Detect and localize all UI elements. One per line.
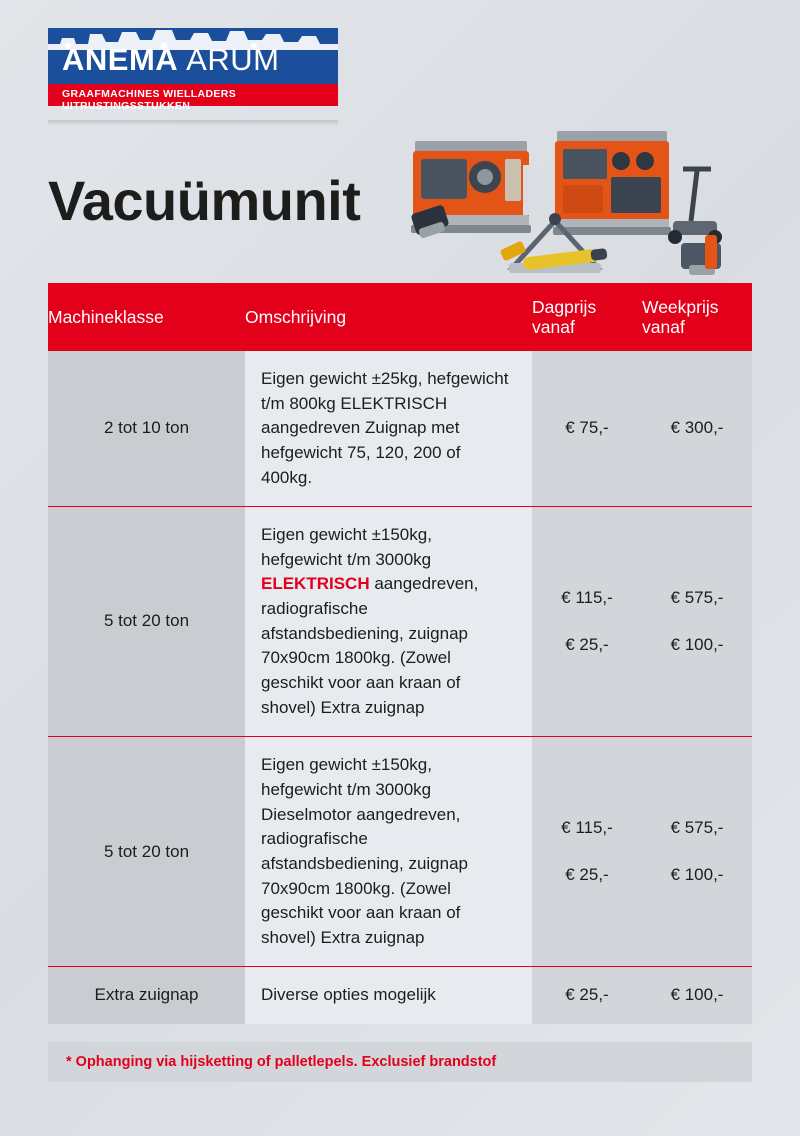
dayprice-primary: € 115,-	[561, 818, 613, 838]
dayprice-primary: € 25,-	[565, 985, 609, 1005]
weekprice-secondary: € 100,-	[670, 864, 724, 884]
cell-description	[245, 737, 532, 967]
table-body	[48, 351, 752, 1024]
description-text: Eigen gewicht ±150kg, hefgewicht t/m 3000kg Dieselmotor aangedreven, radiografische afstandsbediening, zuignap 70x90cm 1800kg. (Zowel geschikt voor aan kraan of shovel) Extra zuignap	[261, 755, 468, 947]
table-row	[48, 737, 752, 967]
table-row	[48, 967, 752, 1024]
logo-brand-primary: ANEMA	[62, 42, 178, 77]
pricing-table	[48, 283, 752, 1024]
cell-description	[245, 967, 532, 1024]
product-photo	[405, 125, 760, 285]
dayprice-secondary: € 25,-	[565, 634, 609, 654]
footnote-text: * Ophanging via hijsketting of palletlepels. Exclusief brandstof	[66, 1054, 497, 1070]
cell-weekprice	[642, 351, 752, 507]
cell-dayprice	[532, 507, 642, 737]
header-machineclass: Machineklasse	[48, 283, 245, 351]
dayprice-primary: € 75,-	[565, 418, 609, 438]
cell-weekprice	[642, 967, 752, 1024]
dayprice-secondary: € 25,-	[565, 864, 609, 884]
header-weekprice: Weekprijs vanaf	[642, 283, 752, 351]
cell-description	[245, 507, 532, 737]
cell-weekprice	[642, 507, 752, 737]
logo-red-bar	[48, 84, 338, 112]
table-header	[48, 283, 752, 351]
description-text-pre: Eigen gewicht ±150kg, hefgewicht t/m 3000kg	[261, 525, 432, 569]
weekprice-primary: € 100,-	[670, 985, 724, 1005]
logo-shadow	[48, 120, 338, 126]
vacuum-hand-tool-image	[668, 169, 722, 275]
description-text: Eigen gewicht ±25kg, hefgewicht t/m 800kg ELEKTRISCH aangedreven Zuignap met hefgewicht 75, 120, 200 of 400kg.	[261, 369, 509, 487]
company-logo	[48, 28, 338, 120]
cell-dayprice	[532, 967, 642, 1024]
weekprice-primary: € 300,-	[670, 418, 724, 438]
description-highlight: ELEKTRISCH	[261, 574, 370, 594]
table-row	[48, 351, 752, 507]
logo-tagline: GRAAFMACHINES WIELLADERS UITRUSTINGSSTUKKEN	[62, 88, 237, 112]
weekprice-primary: € 575,-	[670, 818, 724, 838]
cell-machineclass: 5 tot 20 ton	[48, 507, 245, 737]
header-dayprice: Dagprijs vanaf	[532, 283, 642, 351]
dayprice-primary: € 115,-	[561, 588, 613, 608]
vacuum-unit-right-image	[553, 131, 671, 235]
cell-machineclass: 2 tot 10 ton	[48, 351, 245, 507]
footnote-bar	[48, 1042, 752, 1082]
description-text-post: aangedreven, radiografische afstandsbediening, zuignap 70x90cm 1800kg. (Zowel geschikt voor aan kraan of shovel) Extra zuignap	[261, 574, 479, 717]
header-description: Omschrijving	[245, 283, 532, 351]
logo-brand-secondary: ARUM	[186, 42, 280, 77]
page-title: Vacuümunit	[48, 169, 361, 232]
cell-dayprice	[532, 737, 642, 967]
cell-machineclass: 5 tot 20 ton	[48, 737, 245, 967]
cell-dayprice	[532, 351, 642, 507]
cell-machineclass: Extra zuignap	[48, 967, 245, 1024]
cell-description	[245, 351, 532, 507]
table-header-row	[48, 283, 752, 351]
logo-blue-bar	[48, 28, 338, 84]
description-text: Diverse opties mogelijk	[261, 985, 436, 1005]
cell-weekprice	[642, 737, 752, 967]
table-row	[48, 507, 752, 737]
weekprice-secondary: € 100,-	[670, 634, 724, 654]
logo-wordmark	[62, 42, 279, 78]
weekprice-primary: € 575,-	[670, 588, 724, 608]
